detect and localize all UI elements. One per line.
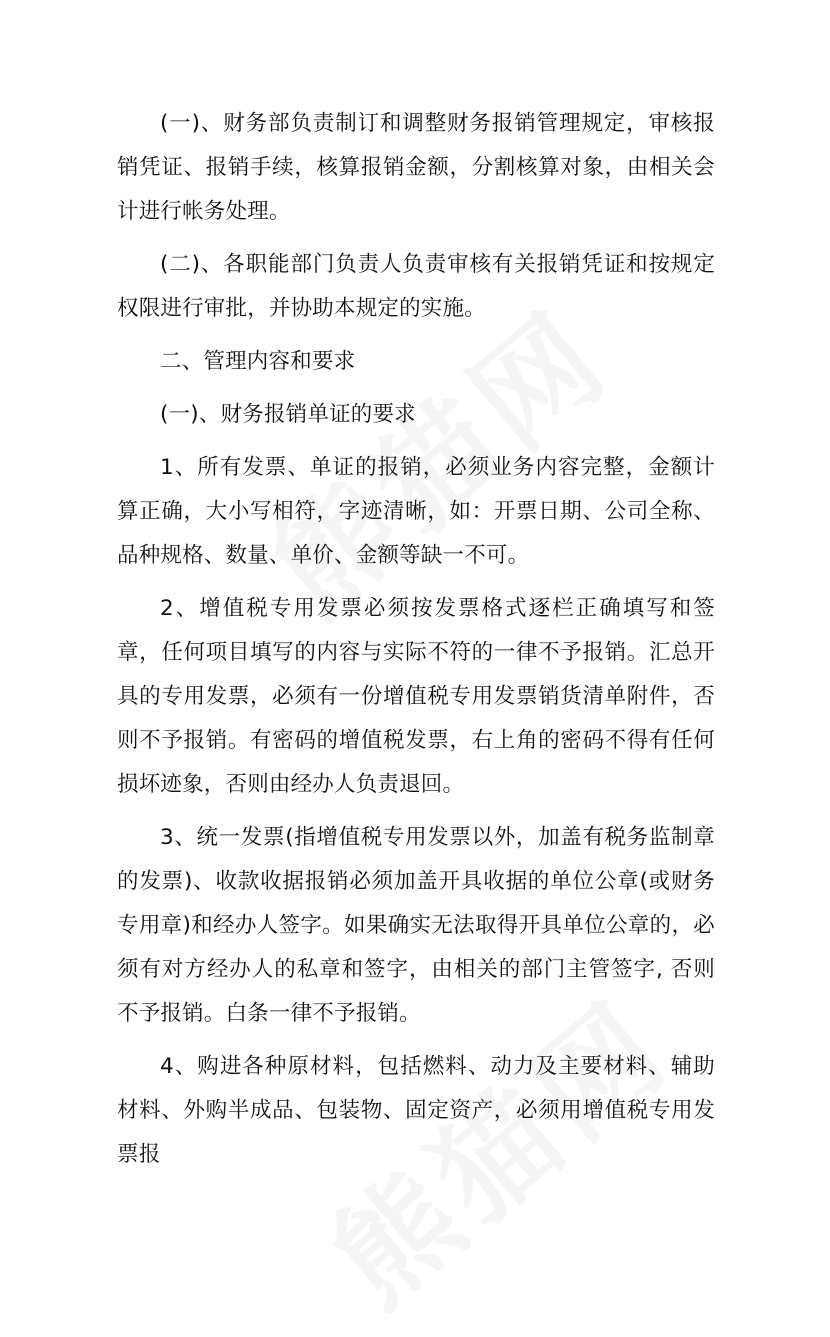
- document-body: [117, 102, 715, 1186]
- paragraph-item-4: 4、购进各种原材料，包括燃料、动力及主要材料、辅助材料、外购半成品、包装物、固定资产，必须用增值税专用发票报: [117, 1054, 715, 1167]
- subsection-heading: (一)、财务报销单证的要求: [160, 402, 416, 427]
- section-heading: 二、管理内容和要求: [160, 349, 356, 374]
- paragraph-1: (一)、财务部负责制订和调整财务报销管理规定，审核报销凭证、报销手续，核算报销金额，分割核算对象，由相关会计进行帐务处理。: [117, 111, 715, 224]
- paragraph-item-1: 1、所有发票、单证的报销，必须业务内容完整，金额计算正确，大小写相符，字迹清晰，如：开票日期、公司全称、品种规格、数量、单价、金额等缺一不可。: [117, 455, 715, 568]
- paragraph-item-2: 2、增值税专用发票必须按发票格式逐栏正确填写和签章，任何项目填写的内容与实际不符的一律不予报销。汇总开具的专用发票，必须有一份增值税专用发票销货清单附件，否则不予报销。有密码的增值税发票，右上角的密码不得有任何损坏迹象，否则由经办人负责退回。: [117, 596, 715, 797]
- paragraph-item-3: 3、统一发票(指增值税专用发票以外，加盖有税务监制章的发票)、收款收据报销必须加盖开具收据的单位公章(或财务专用章)和经办人签字。如果确实无法取得开具单位公章的，必须有对方经办人的私章和签字，由相关的部门主管签字, 否则不予报销。白条一律不予报销。: [117, 825, 715, 1026]
- paragraph-2: (二)、各职能部门负责人负责审核有关报销凭证和按规定权限进行审批，并协助本规定的实施。: [117, 252, 715, 321]
